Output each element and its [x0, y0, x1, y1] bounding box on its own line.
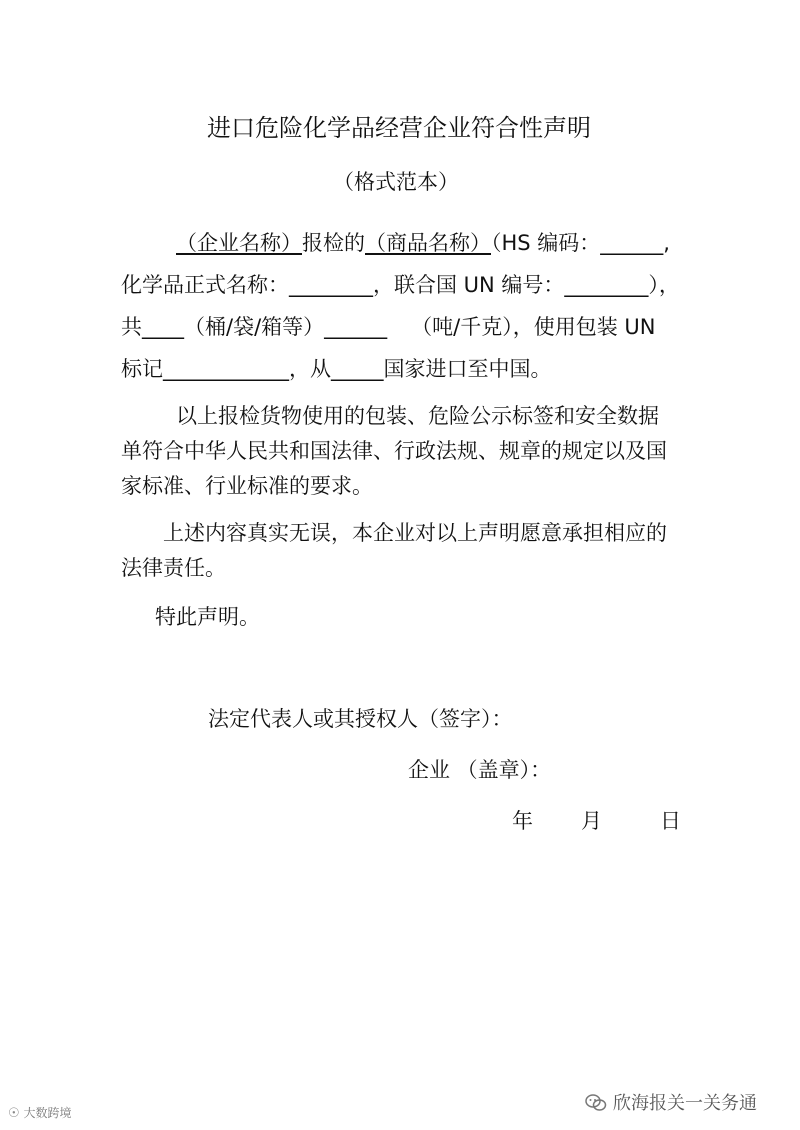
para1-line1	[176, 229, 670, 257]
wechat-logo-icon: ☉	[8, 1106, 20, 1121]
watermark-right-text: 欣海报关一关务通	[613, 1093, 757, 1114]
watermark-left	[8, 1104, 72, 1121]
para1-line3-text1: 共____（桶/袋/箱等）______	[121, 315, 388, 339]
para1-line3-text2: （吨/千克），使用包装 UN	[411, 315, 656, 339]
company-seal-label: 企业 （盖章）：	[408, 758, 552, 782]
para2-line3: 家标准、行业标准的要求。	[121, 474, 373, 498]
representative-signature-label: 法定代表人或其授权人（签字）：	[208, 707, 513, 731]
para1-line3	[121, 313, 656, 341]
para3-line2: 法律责任。	[121, 556, 226, 580]
goods-name-field: （商品名称）	[365, 231, 491, 255]
date-month-label: 月	[581, 809, 602, 833]
para2-line2: 单符合中华人民共和国法律、行政法规、规章的规定以及国	[121, 439, 667, 463]
para1-line2: 化学品正式名称：________，联合国 UN 编号：________），	[121, 273, 680, 297]
watermark-left-text: 大数跨境	[23, 1106, 72, 1120]
date-year-label: 年	[512, 809, 533, 833]
watermark-right	[585, 1089, 757, 1115]
para2-line1: 以上报检货物使用的包装、危险公示标签和安全数据	[176, 404, 659, 428]
para1-line1-text1: 报检的	[302, 231, 365, 255]
document-subtitle: （格式范本）	[333, 170, 459, 194]
para3-line1: 上述内容真实无误，本企业对以上声明愿意承担相应的	[163, 521, 667, 545]
declaration-text: 特此声明。	[155, 605, 260, 629]
para1-line4: 标记____________，从_____国家进口至中国。	[121, 357, 552, 381]
wechat-logo-icon	[585, 1094, 607, 1112]
company-name-field: （企业名称）	[176, 231, 302, 255]
document-title: 进口危险化学品经营企业符合性声明	[207, 114, 591, 142]
date-day-label: 日	[660, 809, 681, 833]
para1-line1-text2: （HS 编码：______,	[491, 231, 670, 255]
